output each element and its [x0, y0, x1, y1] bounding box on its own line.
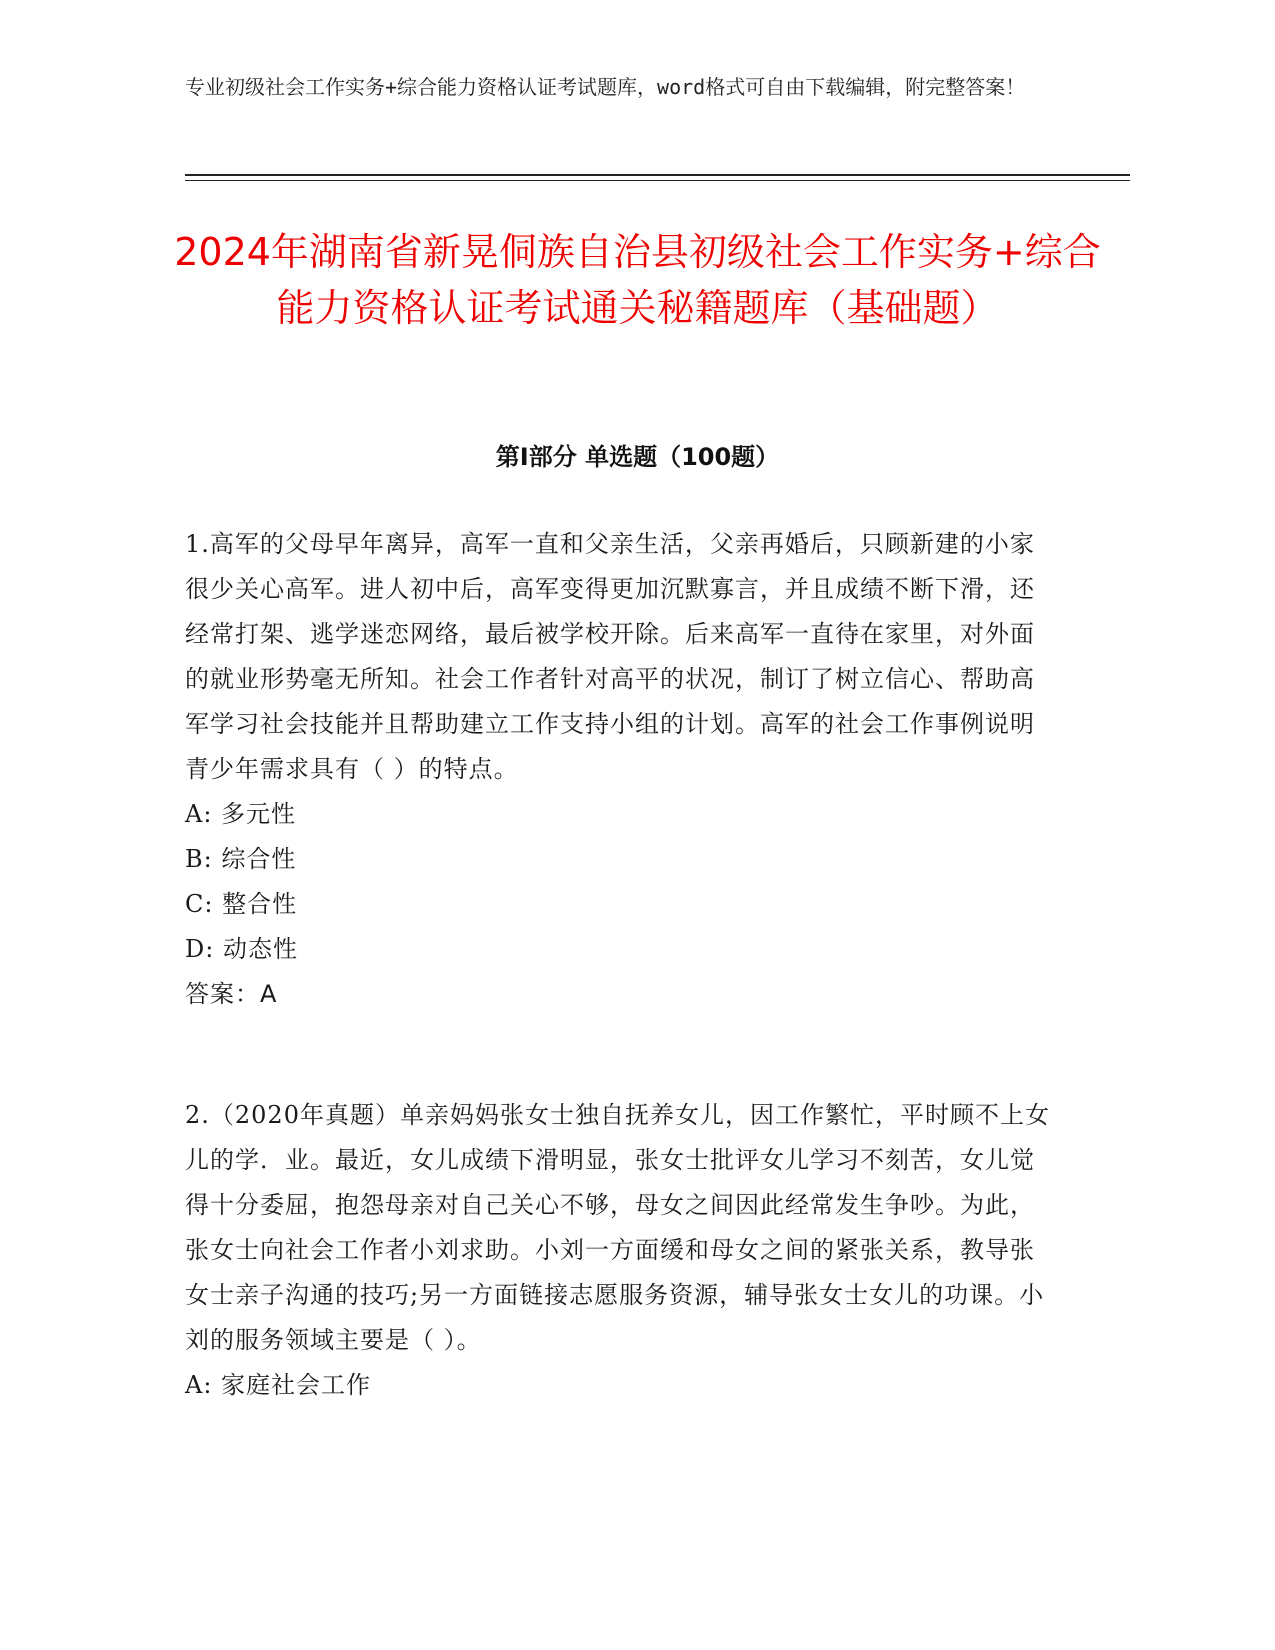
- question-1: [185, 522, 1055, 1017]
- question-text: 1.高军的父母早年离异，高军一直和父亲生活，父亲再婚后，只顾新建的小家很少关心高军。进人初中后，高军变得更加沉默寡言，并且成绩不断下滑，还经常打架、逃学迷恋网络，最后被学校开除。后来高军一直待在家里，对外面的就业形势毫无所知。社会工作者针对高平的状况，制订了树立信心、帮助高军学习社会技能并且帮助建立工作支持小组的计划。高军的社会工作事例说明青少年需求具有（ ）的特点。: [185, 530, 1035, 783]
- question-text: 2.（2020年真题）单亲妈妈张女士独自抚养女儿，因工作繁忙，平时顾不上女儿的学．业。最近，女儿成绩下滑明显，张女士批评女儿学习不刻苦，女儿觉得十分委屈，抱怨母亲对自己关心不够，母女之间因此经常发生争吵。为此，张女士向社会工作者小刘求助。小刘一方面缓和母女之间的紧张关系，教导张女士亲子沟通的技巧;另一方面链接志愿服务资源，辅导张女士女儿的功课。小刘的服务领域主要是（ ）。: [185, 1101, 1050, 1354]
- question-2: [185, 1093, 1055, 1408]
- option-b: B: 综合性: [185, 845, 297, 873]
- header-divider-thin: [185, 180, 1130, 181]
- answer: 答案：A: [185, 980, 278, 1008]
- option-d: D: 动态性: [185, 935, 298, 963]
- header-divider-thick: [185, 174, 1130, 176]
- option-c: C: 整合性: [185, 890, 298, 918]
- option-a: A: 多元性: [185, 800, 297, 828]
- option-a: A: 家庭社会工作: [185, 1371, 372, 1399]
- header-note: 专业初级社会工作实务+综合能力资格认证考试题库，word格式可自由下载编辑，附完整答案！: [185, 75, 1026, 99]
- document-title: 2024年湖南省新晃侗族自治县初级社会工作实务+综合能力资格认证考试通关秘籍题库（基础题）: [174, 230, 1101, 330]
- section-heading: 第Ⅰ部分 单选题（100题）: [495, 443, 780, 471]
